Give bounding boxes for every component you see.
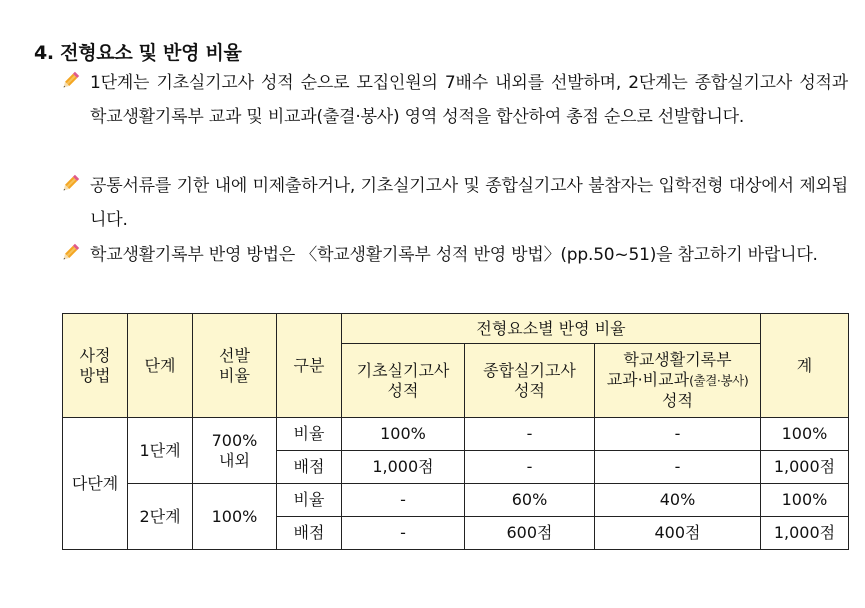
header-record-line2a: 교과·비교과 xyxy=(606,370,690,389)
cell-select-ratio: 100% xyxy=(193,484,277,550)
cell-basic: - xyxy=(342,517,465,550)
cell-record: 400점 xyxy=(595,517,761,550)
header-record-line3: 성적 xyxy=(662,391,693,410)
cell-basic: 100% xyxy=(342,418,465,451)
cell-record: 40% xyxy=(595,484,761,517)
bullet-text: 1단계는 기초실기고사 성적 순으로 모집인원의 7배수 내외를 선발하며, 2단계는 종합실기고사 성적과 학교생활기록부 교과 및 비교과(출결·봉사) 영역 성적을 합산하여 총점 순으로 선발합니다. xyxy=(90,73,848,127)
cell-total: 100% xyxy=(761,418,849,451)
header-element-group: 전형요소별 반영 비율 xyxy=(342,314,761,344)
selection-ratio-table xyxy=(62,313,849,550)
cell-comprehensive: - xyxy=(465,418,595,451)
header-record-line2b: (출결·봉사) xyxy=(689,373,749,388)
cell-method: 다단계 xyxy=(63,418,128,550)
cell-record: - xyxy=(595,418,761,451)
bullet-text: 공통서류를 기한 내에 미제출하거나, 기초실기고사 및 종합실기고사 불참자는 입학전형 대상에서 제외됩니다. xyxy=(90,176,848,230)
cell-total: 100% xyxy=(761,484,849,517)
cell-stage: 2단계 xyxy=(128,484,193,550)
header-method: 사정 방법 xyxy=(63,314,128,418)
header-basic-exam: 기초실기고사 성적 xyxy=(342,344,465,418)
cell-category: 비율 xyxy=(277,418,342,451)
cell-basic: 1,000점 xyxy=(342,451,465,484)
cell-category: 배점 xyxy=(277,517,342,550)
cell-select-ratio: 700% 내외 xyxy=(193,418,277,484)
pencil-icon xyxy=(58,172,82,196)
table-row xyxy=(63,418,849,451)
cell-comprehensive: 600점 xyxy=(465,517,595,550)
cell-total: 1,000점 xyxy=(761,517,849,550)
cell-total: 1,000점 xyxy=(761,451,849,484)
header-record-line1: 학교생활기록부 xyxy=(623,350,732,369)
header-category: 구분 xyxy=(277,314,342,418)
cell-basic: - xyxy=(342,484,465,517)
header-stage: 단계 xyxy=(128,314,193,418)
pencil-icon xyxy=(58,69,82,93)
header-select-ratio: 선발 비율 xyxy=(193,314,277,418)
cell-comprehensive: - xyxy=(465,451,595,484)
cell-comprehensive: 60% xyxy=(465,484,595,517)
header-comprehensive-exam: 종합실기고사 성적 xyxy=(465,344,595,418)
cell-record: - xyxy=(595,451,761,484)
bullet-text: 학교생활기록부 반영 방법은 〈학교생활기록부 성적 반영 방법〉(pp.50~51)을 참고하기 바랍니다. xyxy=(90,245,818,265)
pencil-icon xyxy=(58,241,82,265)
table-row xyxy=(63,484,849,517)
cell-category: 배점 xyxy=(277,451,342,484)
cell-stage: 1단계 xyxy=(128,418,193,484)
header-total: 계 xyxy=(761,314,849,418)
section-heading: 4. 전형요소 및 반영 비율 xyxy=(34,42,242,64)
header-school-record xyxy=(595,344,761,418)
bullet-item xyxy=(58,66,848,134)
cell-category: 비율 xyxy=(277,484,342,517)
bullet-item xyxy=(58,169,848,237)
bullet-item xyxy=(58,238,848,272)
